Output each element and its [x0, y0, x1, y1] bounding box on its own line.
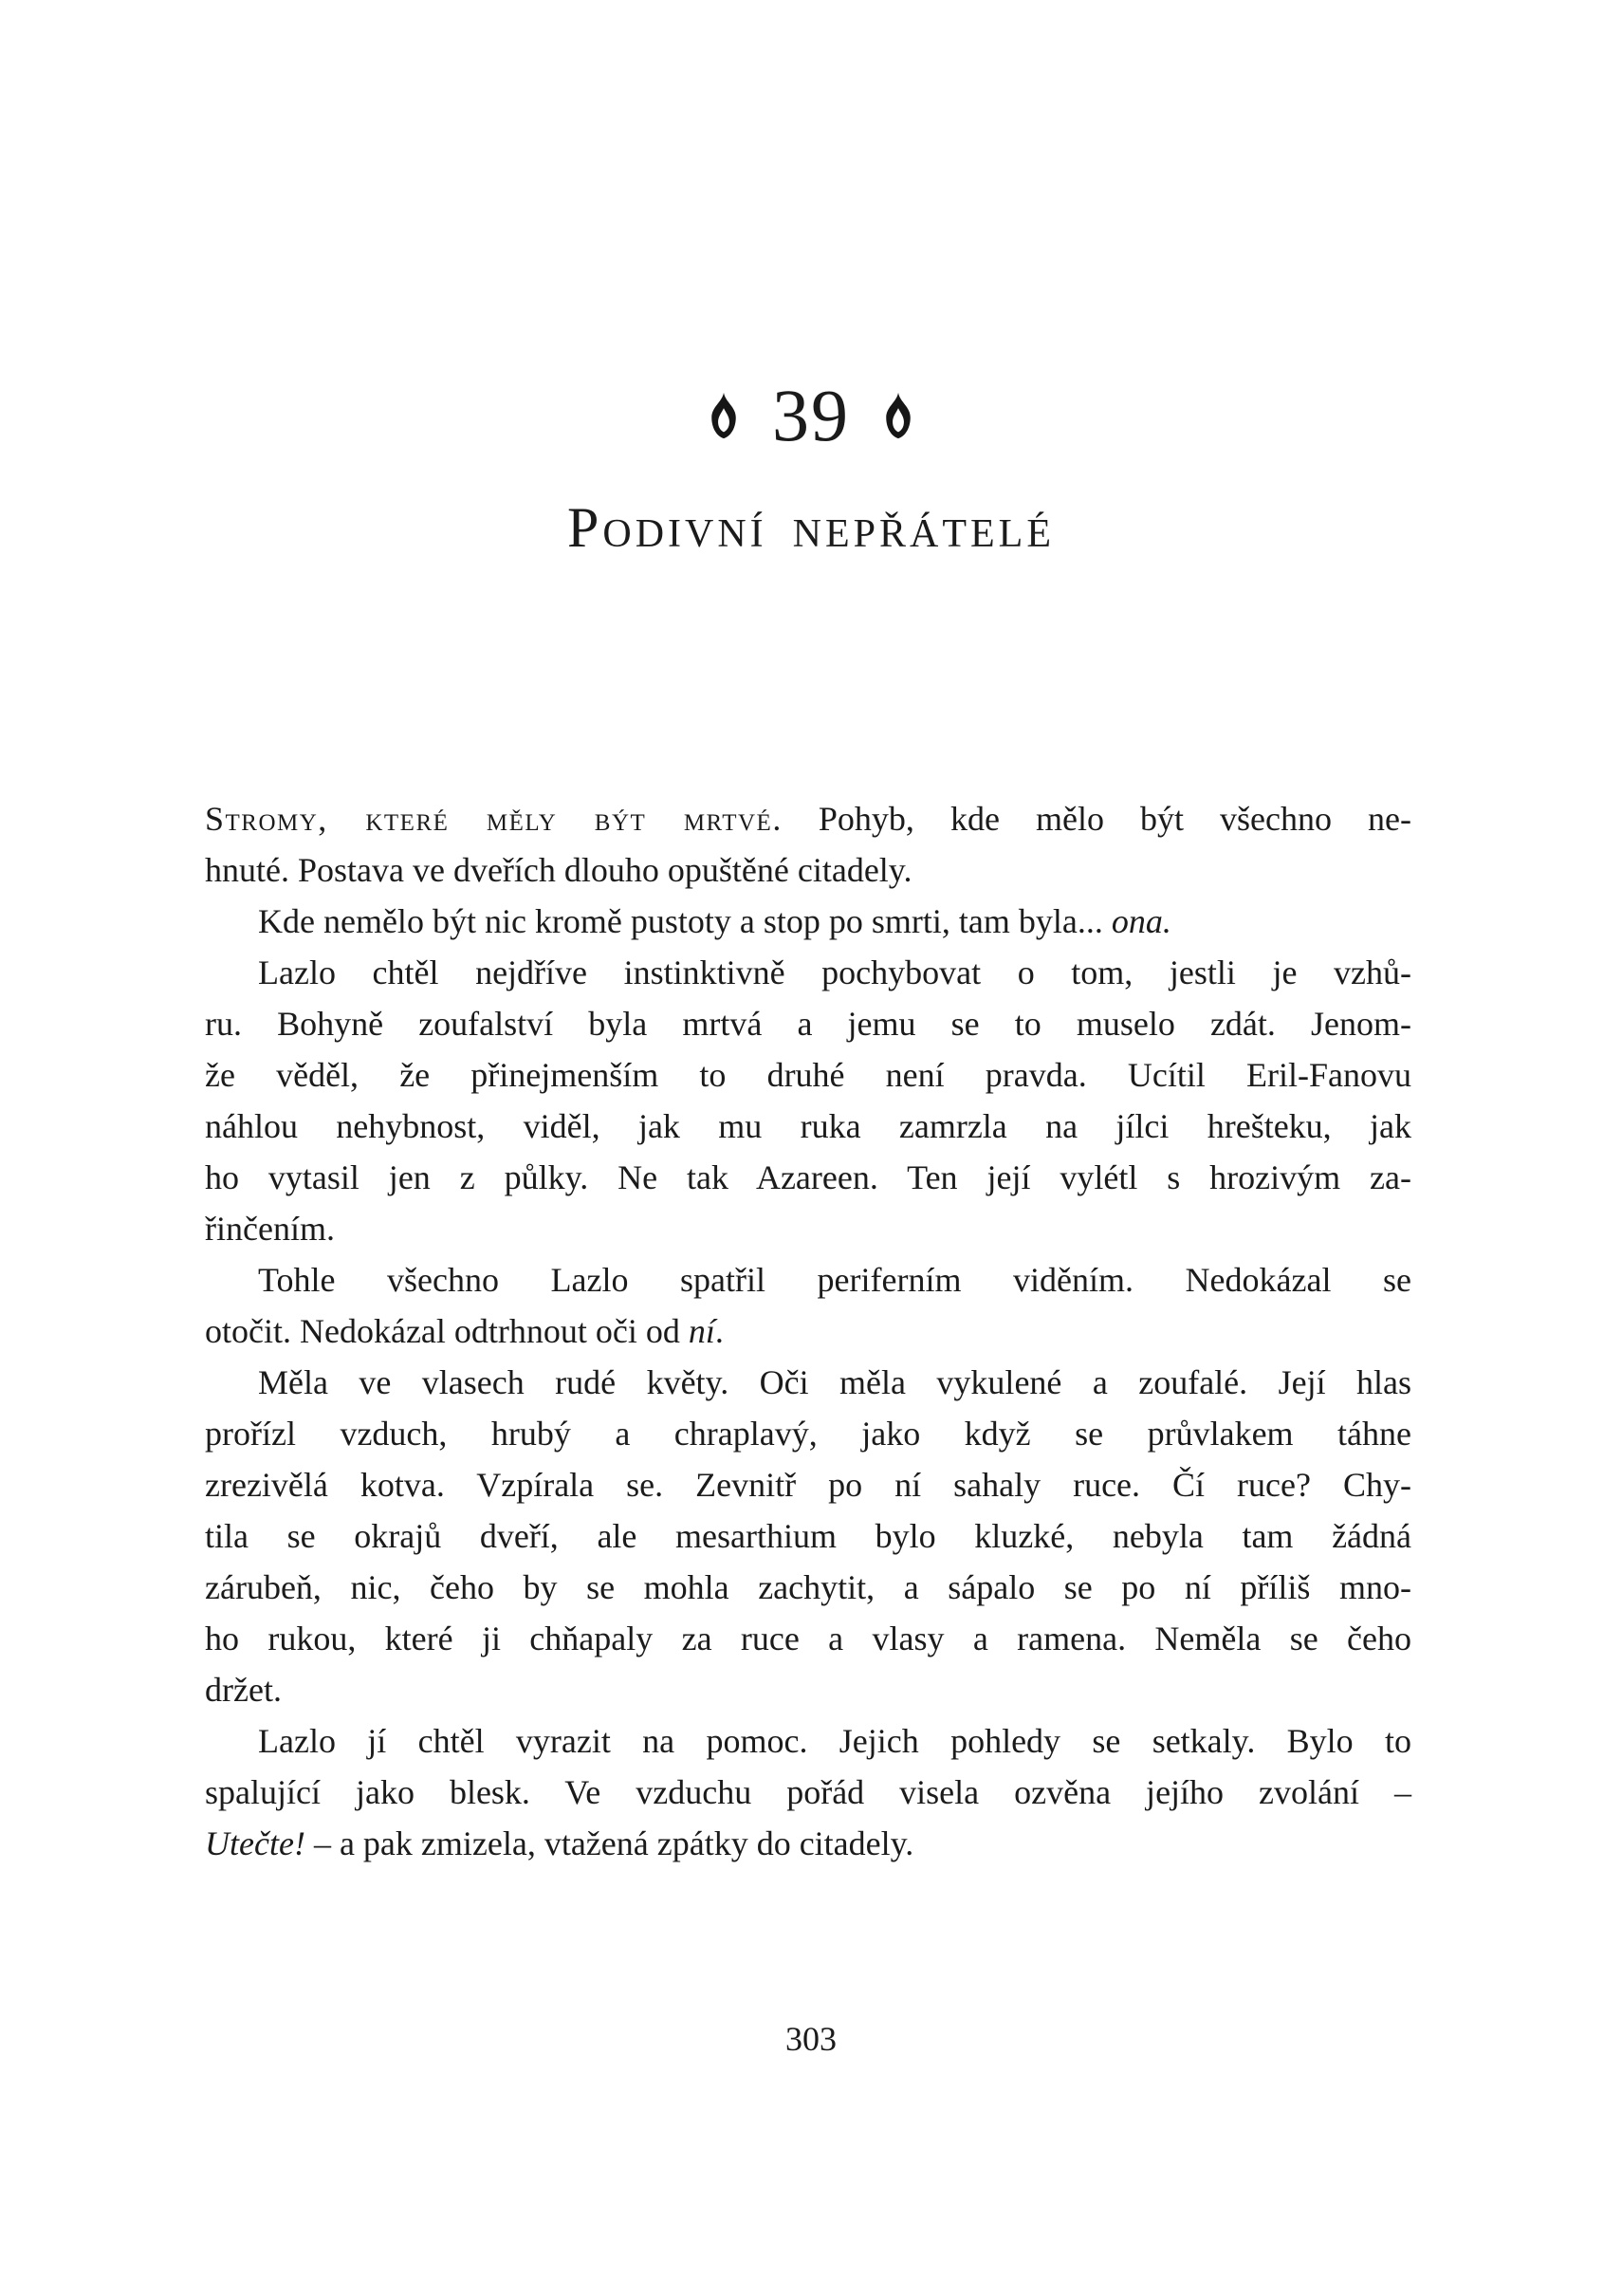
text-line: Stromy, které měly být mrtvé. Pohyb, kde mělo být všechno ne-	[205, 800, 1412, 838]
text-line: zrezivělá kotva. Vzpírala se. Zevnitř po ní sahaly ruce. Čí ruce? Chy-	[205, 1466, 1411, 1504]
paragraph	[205, 1357, 1411, 1715]
chapter-number-row	[0, 372, 1622, 459]
paragraph	[205, 1715, 1411, 1869]
chapter-header	[0, 0, 1622, 559]
text-line: Měla ve vlasech rudé květy. Oči měla vykulené a zoufalé. Její hlas	[258, 1363, 1411, 1401]
paragraph	[205, 793, 1411, 896]
text-line: zárubeň, nic, čeho by se mohla zachytit, a sápalo se po ní příliš mno-	[205, 1568, 1411, 1606]
text-line: držet.	[205, 1671, 282, 1709]
chapter-number: 39	[772, 374, 850, 456]
paragraph	[205, 1254, 1411, 1357]
text-line: řinčením.	[205, 1210, 335, 1248]
text-line: Utečte! – a pak zmizela, vtažená zpátky do citadely.	[205, 1824, 914, 1862]
text-line: ho rukou, které ji chňapaly za ruce a vlasy a ramena. Neměla se čeho	[205, 1620, 1411, 1657]
body-text	[205, 793, 1411, 1869]
paragraph	[205, 947, 1411, 1254]
text-line: ru. Bohyně zoufalství byla mrtvá a jemu se to muselo zdát. Jenom-	[205, 1005, 1411, 1043]
text-line: tila se okrajů dveří, ale mesarthium bylo kluzké, nebyla tam žádná	[205, 1517, 1411, 1555]
text-line: ho vytasil jen z půlky. Ne tak Azareen. Ten její vylétl s hrozivým za-	[205, 1158, 1411, 1196]
text-line: hnuté. Postava ve dveřích dlouho opuštěné citadely.	[205, 851, 912, 889]
text-line: prořízl vzduch, hrubý a chraplavý, jako když se průvlakem táhne	[205, 1415, 1411, 1453]
text-line: otočit. Nedokázal odtrhnout oči od ní.	[205, 1312, 724, 1350]
page-number: 303	[785, 2020, 837, 2058]
text-line: spalující jako blesk. Ve vzduchu pořád visela ozvěna jejího zvolání –	[205, 1773, 1411, 1811]
flame-ornament-icon	[708, 392, 740, 439]
text-line: Lazlo chtěl nejdříve instinktivně pochybovat o tom, jestli je vzhů-	[258, 954, 1411, 991]
page-footer	[0, 2019, 1622, 2059]
text-line: náhlou nehybnost, viděl, jak mu ruka zamrzla na jílci hrešteku, jak	[205, 1107, 1411, 1145]
text-line: Kde nemělo být nic kromě pustoty a stop po smrti, tam byla... ona.	[258, 902, 1171, 940]
flame-ornament-icon	[882, 392, 914, 439]
paragraph	[205, 896, 1411, 947]
text-line: že věděl, že přinejmenším to druhé není pravda. Ucítil Eril-Fanovu	[205, 1056, 1411, 1094]
chapter-title: Podivní nepřátelé	[567, 496, 1055, 559]
text-line: Lazlo jí chtěl vyrazit na pomoc. Jejich pohledy se setkaly. Bylo to	[258, 1722, 1411, 1760]
text-line: Tohle všechno Lazlo spatřil periferním viděním. Nedokázal se	[258, 1261, 1411, 1299]
